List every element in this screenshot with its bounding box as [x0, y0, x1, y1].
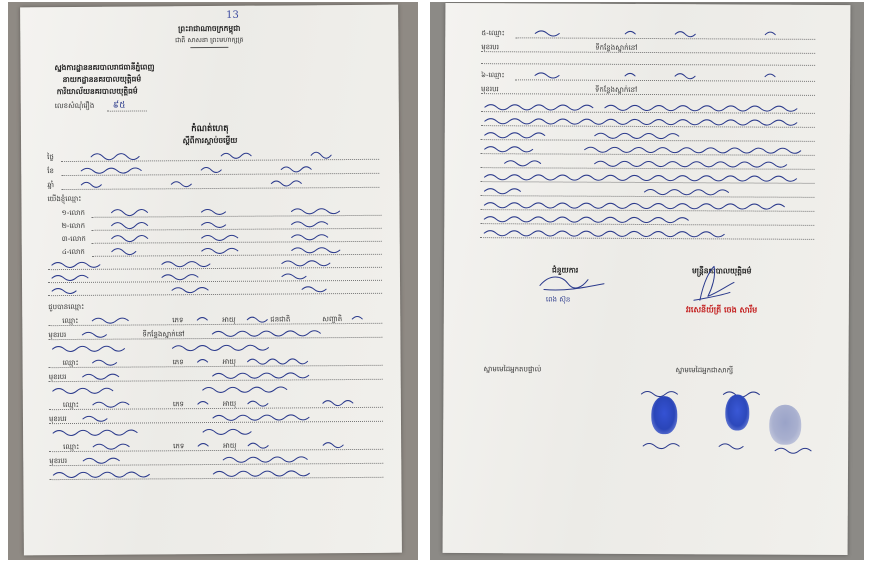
document-page-left [20, 5, 402, 556]
person-1-address-label: ទីកន្លែងស្នាក់នៅ [142, 330, 185, 339]
person-1-nationality-label: សញ្ជាតិ [322, 315, 343, 324]
document-title: កំណត់ហេតុ [191, 123, 229, 135]
year-label: ឆ្នាំ [47, 181, 55, 190]
person-3-occupation-label: មុខរបរ [48, 415, 67, 424]
person-2-occupation-label: មុខរបរ [48, 373, 67, 382]
document-photo-right [430, 2, 864, 560]
person-3-sex-label: ភេទ [172, 400, 185, 409]
ministry-line-1: ស្នងការដ្ឋាននគរបាលរាជធានីភ្នំពេញ [54, 62, 155, 73]
officer-2: ២-លោក [61, 221, 86, 231]
person-1-age-label: អាយុ [222, 315, 236, 324]
document-subtitle: ស្ដីពីការស្ដាប់ចម្លើយ [182, 135, 238, 146]
month-label: ខែ [47, 167, 54, 176]
person-1-sex-label: ភេទ [172, 316, 184, 325]
person-4-name-label: ឈ្មោះ [63, 442, 80, 452]
person-6-occupation-label: មុខរបរ [480, 85, 499, 94]
kingdom-motto: ជាតិ សាសនា ព្រះមហាក្សត្រ [175, 35, 244, 45]
document-photo-left [8, 2, 418, 560]
person-4-age-label: អាយុ [223, 441, 237, 450]
handwriting-ink-right [443, 3, 851, 555]
reference-value: ៩៥ [112, 100, 126, 111]
thumbprint-right-label: ស្នាមមេដៃអ្នកជាសាក្សី [675, 366, 734, 375]
thumbprint-1 [651, 396, 677, 434]
person-4-sex-label: ភេទ [173, 442, 185, 451]
officer-4: ៤-លោក [61, 247, 85, 257]
officer-name-stamp: វរសេនីយ៍ត្រី ចេង សារឹម [685, 305, 758, 315]
officer-label: មន្ត្រីនគរបាលយុត្តិធម៌ [692, 266, 752, 276]
ministry-line-2: នាយកដ្ឋាននគរបាលយុត្តិធម៌ [62, 74, 142, 85]
page-number: 13 [226, 9, 239, 21]
officer-3: ៣-លោក [61, 234, 86, 244]
person-5-address-label: ទីកន្លែងស្នាក់នៅ [595, 43, 638, 52]
reference-label: លេខសំណុំរឿង [54, 101, 95, 111]
person-2-age-label: អាយុ [222, 357, 236, 366]
ministry-line-3: ការិយាល័យនគរបាលយុត្តិធម៌ [56, 86, 138, 97]
person-3-name-label: ឈ្មោះ [62, 400, 79, 410]
assistant-label: ជំនួយការ [552, 265, 579, 275]
person-3-age-label: អាយុ [222, 399, 237, 408]
person-1-ethnicity-label: ជនជាតិ [270, 315, 291, 324]
officer-1: ១-លោក [61, 208, 85, 218]
date-label: ថ្ងៃ [47, 153, 54, 162]
person-5-name-label: ៥-ឈ្មោះ [481, 29, 505, 38]
document-page-right [443, 3, 851, 555]
handwriting-ink [20, 5, 402, 556]
thumbprint-3 [769, 405, 801, 445]
person-1-occupation-label: មុខរបរ [48, 331, 67, 340]
person-4-occupation-label: មុខរបរ [49, 457, 68, 466]
person-5-occupation-label: មុខរបរ [481, 43, 500, 52]
person-2-sex-label: ភេទ [172, 358, 184, 367]
kingdom-header: ព្រះរាជាណាចក្រកម្ពុជា [178, 23, 241, 34]
person-6-name-label: ៦-ឈ្មោះ [481, 71, 505, 80]
person-6-address-label: ទីកន្លែងស្នាក់នៅ [594, 85, 638, 94]
thumbprint-left-label: ស្នាមមេដៃអ្នកតបផ្ទាល់ [483, 365, 542, 374]
person-2-name-label: ឈ្មោះ [62, 358, 79, 368]
witnesses-heading: ជួបបានឈ្មោះ [48, 302, 85, 312]
assistant-name: ពេង ស៊ុន [545, 295, 571, 304]
officers-heading: យើងខ្ញុំឈ្មោះ [47, 194, 82, 204]
thumbprint-2 [725, 394, 749, 430]
person-1-name-label: ឈ្មោះ [62, 316, 79, 326]
